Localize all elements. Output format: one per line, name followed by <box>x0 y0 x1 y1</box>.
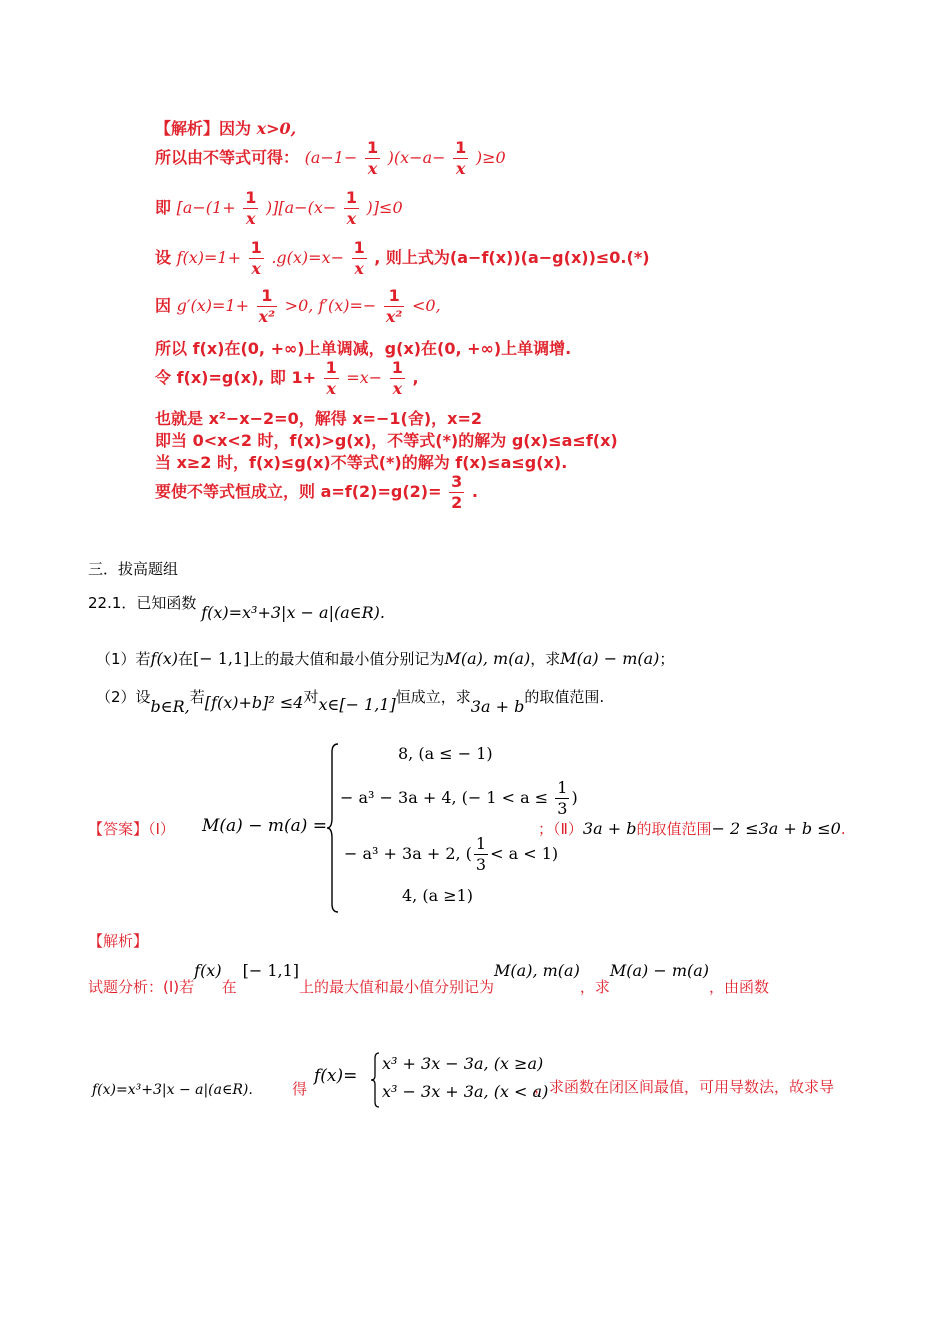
left-brace-icon <box>326 742 340 914</box>
numerator: 1 <box>475 834 487 853</box>
function-def: f(x)=x³+3|x − a|(a∈R). <box>201 603 385 622</box>
expr: [a−(1+ <box>176 198 236 217</box>
text: ； <box>659 650 675 668</box>
text: 即当 0<x<2 时，f(x)>g(x)，不等式(*)的解为 g(x)≤a≤f(x) <box>155 431 618 450</box>
denominator: 3 <box>475 855 487 874</box>
case-expr: − a³ + 3a + 2, ( <box>344 844 472 863</box>
expr: >0, f′(x)=− <box>284 296 377 315</box>
numerator: 1 <box>245 188 257 207</box>
numerator: 1 <box>250 238 262 257</box>
case-expr: − a³ − 3a + 4, (− 1 < a ≤ <box>340 788 549 807</box>
fraction <box>390 360 405 397</box>
text: 对 <box>303 688 319 706</box>
problem-q1 <box>96 648 674 669</box>
denominator: x <box>367 159 378 178</box>
case-3 <box>344 836 558 873</box>
math: M(a) − m(a) <box>560 649 660 668</box>
expr: , 则上式为(a−f(x))(a−g(x))≤0.(*) <box>374 248 650 267</box>
math: 3a + b <box>582 819 637 838</box>
text: 的取值范围. <box>524 688 605 706</box>
text: 要使不等式恒成立，则 a=f(2)=g(2)= <box>155 482 442 501</box>
math: b∈R, <box>150 697 190 716</box>
denominator: x <box>455 159 466 178</box>
text: 在 <box>221 978 237 996</box>
numerator: 1 <box>366 138 379 157</box>
fraction <box>449 474 464 511</box>
problem-line-1 <box>88 592 385 622</box>
solution-line-1 <box>155 116 296 139</box>
math: x∈[− 1,1] <box>318 695 396 714</box>
interval: [− 1,1] <box>242 961 300 980</box>
text: ，求 <box>579 978 610 996</box>
numerator: 1 <box>455 138 467 157</box>
expr: g′(x)=1+ <box>176 296 249 315</box>
text: 试题分析：(Ⅰ)若 <box>88 978 195 996</box>
text: （2）设 <box>96 688 151 706</box>
numerator: 1 <box>391 358 403 377</box>
fraction <box>474 836 488 873</box>
denominator: x <box>251 259 261 278</box>
case-4: 4, (a ≥1) <box>402 886 474 905</box>
case-2 <box>340 780 578 817</box>
analysis-f-lhs: f(x)= <box>314 1066 358 1086</box>
analysis-de: 得 <box>292 1080 308 1098</box>
fraction <box>249 240 264 277</box>
text: 在 <box>177 650 193 668</box>
analysis-line-1 <box>88 960 770 996</box>
solution-line-10 <box>155 450 567 473</box>
expr: )]≤0 <box>366 198 403 217</box>
expr: )(x−a− <box>387 148 446 167</box>
expr: =x− <box>346 368 383 387</box>
text: 上的最大值和最小值分别记为 <box>249 650 445 668</box>
text: 若 <box>189 688 205 706</box>
text: ，求 <box>530 650 561 668</box>
expr: )][a−(x− <box>265 198 337 217</box>
text: 也就是 x²−x−2=0，解得 x=−1(舍)，x=2 <box>155 409 483 428</box>
analysis-case-1: x³ + 3x − 3a, (x ≥a) <box>382 1054 544 1073</box>
expr: .g(x)=x− <box>271 248 344 267</box>
denominator: x <box>326 379 336 398</box>
numerator: 1 <box>353 238 365 257</box>
solution-line-5 <box>155 288 441 325</box>
denominator: x <box>245 209 256 228</box>
denominator: x² <box>258 307 276 326</box>
answer-label: 【答案】（Ⅰ） <box>88 820 175 838</box>
math: − 2 ≤3a + b ≤0 <box>711 819 841 838</box>
numerator: 1 <box>257 288 278 307</box>
section-heading: 三．拔高题组 <box>88 560 179 578</box>
case-expr: < a < 1) <box>490 844 559 863</box>
text: 所以 f(x)在(0, +∞)上单调减，g(x)在(0, +∞)上单调增. <box>155 339 572 358</box>
solution-line-11 <box>155 474 478 511</box>
case-expr: ) <box>571 788 578 807</box>
fraction <box>243 190 258 227</box>
denominator: x <box>392 379 403 398</box>
denominator: x <box>354 259 364 278</box>
fraction <box>344 190 359 227</box>
denominator: x² <box>385 307 403 326</box>
solution-line-3 <box>155 190 403 227</box>
solution-line-2 <box>155 140 506 177</box>
fraction <box>555 780 569 817</box>
denominator: 3 <box>557 799 568 818</box>
numerator: 1 <box>345 188 357 207</box>
problem-q2 <box>96 686 605 716</box>
text: （1）若 <box>96 650 151 668</box>
fraction <box>324 360 339 397</box>
fraction <box>352 240 367 277</box>
solution-line-7 <box>155 360 419 397</box>
analysis-label: 【解析】因为 <box>155 119 252 138</box>
numerator: 1 <box>325 358 337 377</box>
condition: x>0, <box>256 119 297 138</box>
expr: , <box>412 368 419 387</box>
text: ；（Ⅱ） <box>538 820 583 838</box>
answer-part2 <box>538 818 846 839</box>
piecewise-brace <box>326 742 338 912</box>
math: M(a), m(a) <box>494 961 580 980</box>
text: 设 <box>155 248 172 267</box>
expr: )≥0 <box>475 148 506 167</box>
analysis-brace <box>370 1052 380 1106</box>
left-brace-icon <box>370 1052 380 1108</box>
text: ，由函数 <box>709 978 770 996</box>
solution-line-6 <box>155 336 571 359</box>
analysis-case-2: x³ − 3x + 3a, (x < a) <box>382 1082 549 1101</box>
solution-line-9 <box>155 428 618 451</box>
solution-line-8 <box>155 406 482 429</box>
answer-lhs: M(a) − m(a) = <box>202 816 328 836</box>
denominator: x <box>346 209 357 228</box>
period: . <box>471 482 478 501</box>
text: 上的最大值和最小值分别记为 <box>299 978 495 996</box>
numerator: 3 <box>451 472 463 491</box>
math: M(a) − m(a) <box>609 961 710 980</box>
text: . <box>840 820 846 838</box>
numerator: 1 <box>557 778 568 797</box>
text: 当 x≥2 时，f(x)≤g(x)不等式(*)的解为 f(x)≤a≤g(x). <box>155 453 568 472</box>
text: 所以由不等式可得： <box>155 148 300 167</box>
interval: [− 1,1] <box>193 649 250 668</box>
math: M(a), m(a) <box>444 649 531 668</box>
analysis-func: f(x)=x³+3|x − a|(a∈R). <box>92 1082 253 1098</box>
fraction <box>384 288 405 325</box>
fraction <box>365 140 380 177</box>
math: 3a + b <box>470 697 525 716</box>
text: 即 <box>155 198 172 217</box>
expr: (a−1− <box>304 148 358 167</box>
expr: f(x)=1+ <box>176 248 242 267</box>
text: 令 f(x)=g(x), 即 1+ <box>155 368 317 387</box>
text: 因 <box>155 296 172 315</box>
expr: <0, <box>412 296 441 315</box>
math: f(x) <box>150 649 178 668</box>
math: f(x) <box>194 961 222 980</box>
case-1: 8, (a ≤ − 1) <box>398 744 493 763</box>
analysis-tail: ，求函数在闭区间最值，可用导数法，故求导 <box>534 1078 835 1096</box>
solution-line-4 <box>155 240 650 277</box>
math: [f(x)+b]² ≤4 <box>204 693 304 712</box>
fraction <box>453 140 468 177</box>
text: 的取值范围 <box>636 820 712 838</box>
fraction <box>257 288 278 325</box>
numerator: 1 <box>384 288 405 307</box>
analysis-heading: 【解析】 <box>88 932 149 950</box>
denominator: 2 <box>451 493 463 512</box>
problem-number: 22.1．已知函数 <box>88 594 197 612</box>
text: 恒成立，求 <box>395 688 471 706</box>
